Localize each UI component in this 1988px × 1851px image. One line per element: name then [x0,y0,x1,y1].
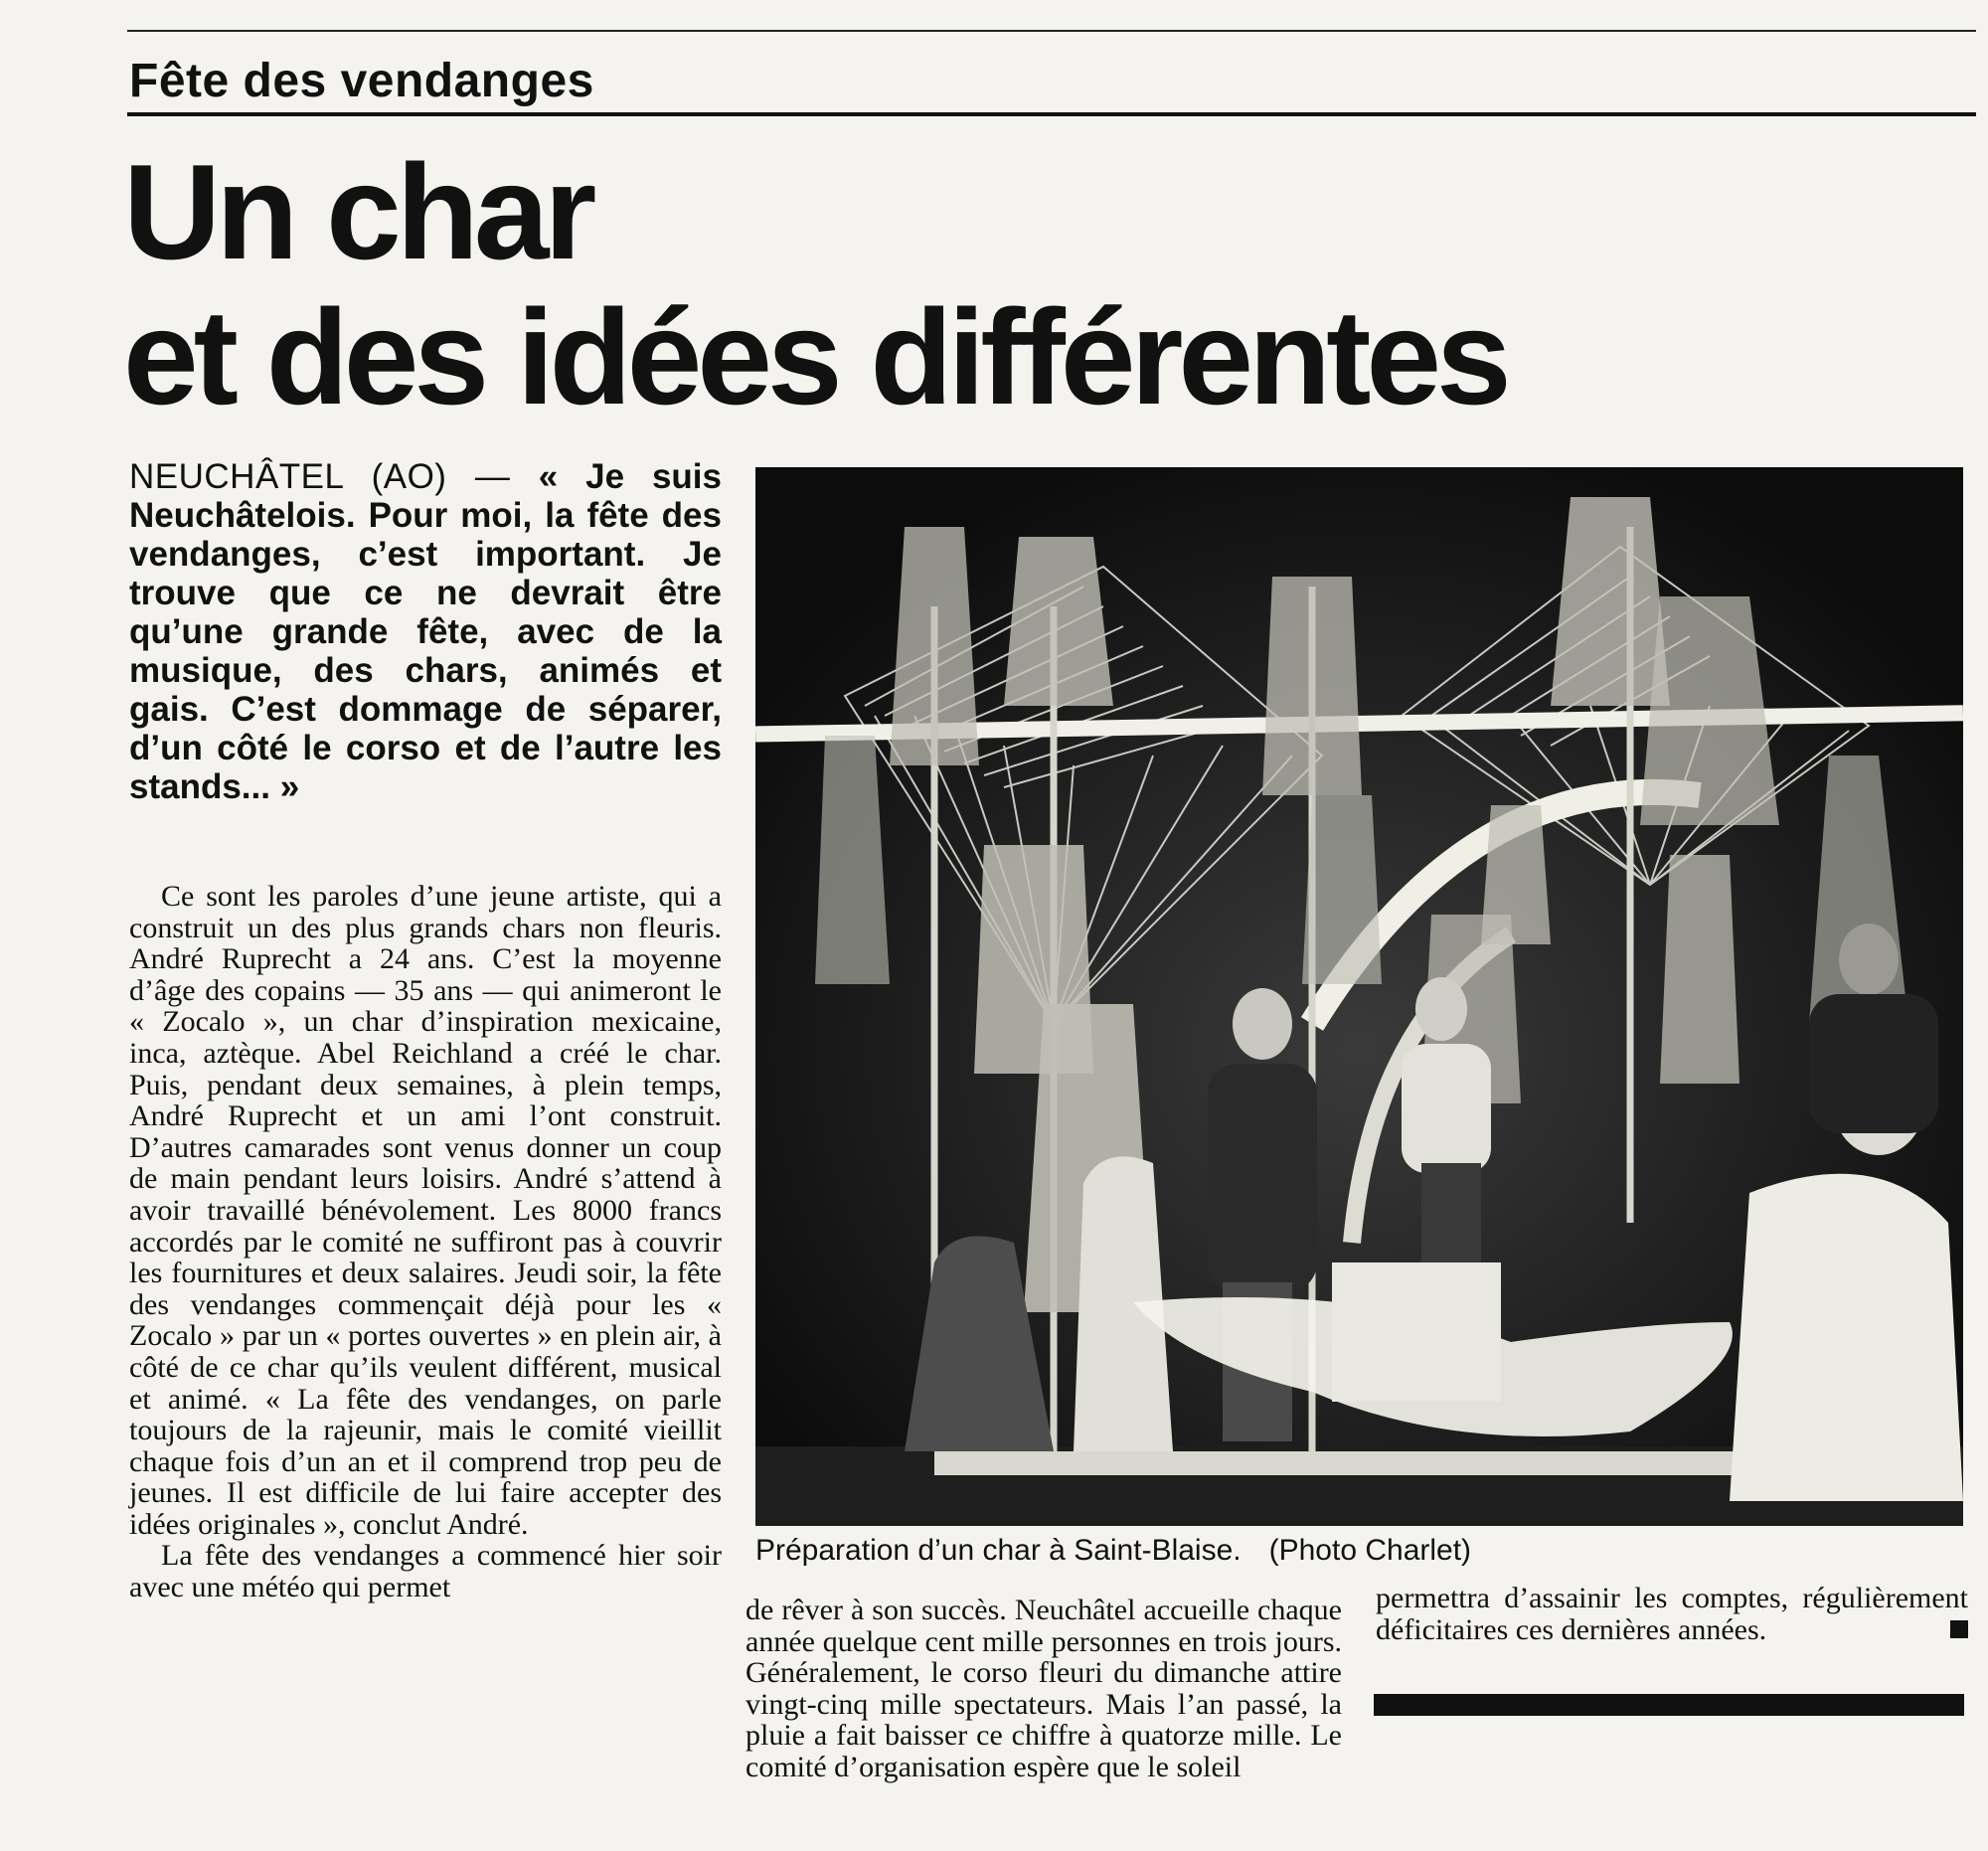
body-paragraph: permettra d’assainir les comptes, régulièrement déficitaires ces dernières années. [1376,1582,1968,1646]
photo-caption [755,1531,1988,1571]
kicker-rule [127,112,1976,116]
body-column-1 [129,881,722,1603]
lead-paragraph [129,457,722,806]
body-column-2 [746,1595,1342,1783]
headline-line-2: et des idées différentes [123,281,1507,432]
photo-float-preparation [755,467,1963,1526]
photo-credit: (Photo Charlet) [1268,1534,1472,1567]
caption-text: Préparation d’un char à Saint-Blaise. [755,1534,1242,1567]
body-paragraph: La fête des vendanges a commencé hier soir avec une météo qui permet [129,1539,722,1604]
dateline: NEUCHÂTEL (AO) — [129,457,539,496]
body-paragraph: de rêver à son succès. Neuchâtel accueille chaque année quelque cent mille personnes en trois jours. Généralement, le corso fleuri du dimanche attire vingt-cinq mille spectateurs. Mais l’an passé, la pluie a fait baisser ce chiffre à quatorze mille. Le comité d’organisation espère que le soleil [746,1594,1342,1783]
section-kicker: Fête des vendanges [129,55,594,107]
photo-image [755,467,1963,1526]
body-column-3 [1376,1583,1968,1645]
top-rule [127,30,1976,32]
column-end-bar [1374,1694,1964,1716]
headline-line-1: Un char [123,136,592,287]
headline [123,136,1507,432]
body-paragraph: Ce sont les paroles d’une jeune artiste, qui a construit un des plus grands chars non fleuris. André Ruprecht a 24 ans. C’est la moyenne d’âge des copains — 35 ans — qui animeront le « Zocalo », un char d’inspiration mexicaine, inca, aztèque. Abel Reichland a créé le char. Puis, pendant deux semaines, à plein temps, André Ruprecht et un ami l’ont construit. D’autres camarades sont venus donner un coup de main pendant leurs loisirs. André s’attend à avoir travaillé bénévolement. Les 8000 francs accordés par le comité ne suffiront pas à couvrir les fournitures et deux salaires. Jeudi soir, la fête des vendanges commençait déjà pour les « Zocalo » par un « portes ouvertes » en plein air, à côté de ce char qu’ils veulent différent, musical et animé. « La fête des vendanges, on parle toujours de la rajeunir, mais le comité vieillit chaque fois d’un an et il comprend trop peu de jeunes. Il est difficile de lui faire accepter des idées originales », conclut André. [129,880,722,1541]
lead-quote: « Je suis Neuchâtelois. Pour moi, la fête des vendanges, c’est important. Je trouve que ce ne devrait être qu’une grande fête, avec de la musique, des chars, animés et gais. C’est dommage de séparer, d’un côté le corso et de l’autre les stands... » [129,457,722,806]
end-of-article-square-icon [1950,1620,1968,1638]
